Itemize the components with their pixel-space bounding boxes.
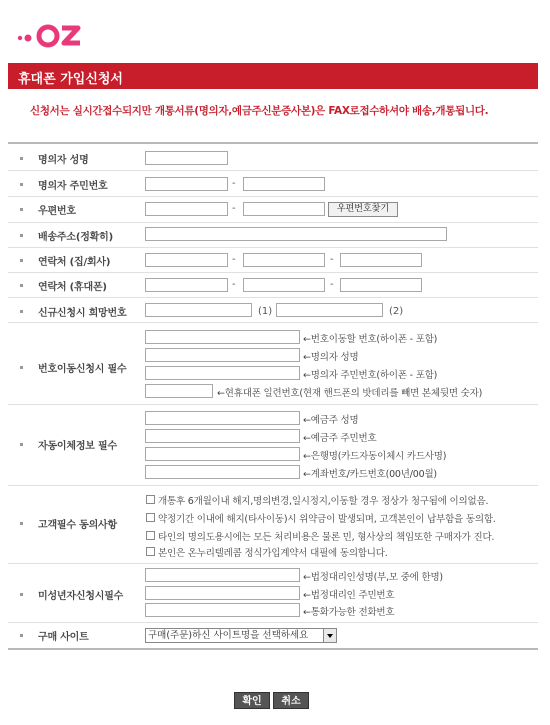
port-number-input[interactable] [145, 330, 300, 344]
form-title-bar [8, 63, 538, 89]
desired-number-1-input[interactable] [145, 303, 252, 317]
consent-checkbox[interactable] [146, 513, 155, 522]
address-input[interactable] [145, 227, 447, 241]
row-divider [8, 272, 538, 273]
ssn-front-input[interactable] [145, 177, 228, 191]
dash: - [232, 203, 236, 214]
autopay-hint: ←예금주 성명 [303, 415, 359, 426]
fax-notice: 신청서는 실시간접수되지만 개통서류(명의자,예금주신분증사본)은 FAX로접수하셔야 배송,개통됩니다. [30, 105, 489, 117]
consent-item: 본인은 온누리텔레콤 정식가입계약서 대필에 동의합니다. [158, 548, 388, 559]
label-port: 번호이동신청시 필수 [38, 364, 127, 375]
row-divider [8, 563, 538, 564]
autopay-hint: ←은행명(카드자동이체시 카드사명) [303, 451, 447, 462]
bullet-icon [20, 310, 23, 313]
row-divider [8, 485, 538, 486]
row-divider [8, 622, 538, 623]
bullet-icon [20, 234, 23, 237]
autopay-bank-input[interactable] [145, 447, 300, 461]
consent-checkbox[interactable] [146, 531, 155, 540]
row-divider [8, 196, 538, 197]
consent-checkbox[interactable] [146, 547, 155, 556]
autopay-holder-input[interactable] [145, 411, 300, 425]
port-name-input[interactable] [145, 348, 300, 362]
bullet-icon [20, 522, 23, 525]
site-select-value: 구매(주문)하신 사이트명을 선택하세요 [148, 630, 309, 641]
dash: - [330, 279, 334, 290]
site-select[interactable] [145, 628, 337, 643]
port-hint: ←현휴대폰 일련번호(현재 핸드폰의 밧데리를 빼면 본체뒷면 숫자) [217, 388, 483, 399]
dash: - [232, 279, 236, 290]
dash: - [330, 254, 334, 265]
minor-phone-input[interactable] [145, 603, 300, 617]
minor-hint: ←통화가능한 전화번호 [303, 607, 395, 618]
label-site: 구매 사이트 [38, 632, 89, 643]
consent-checkbox[interactable] [146, 495, 155, 504]
label-phone-mobile: 연락처 (휴대폰) [38, 282, 107, 293]
dash: - [232, 254, 236, 265]
label-phone-home: 연락처 (집/회사) [38, 257, 111, 268]
bullet-icon [20, 183, 23, 186]
bullet-icon [20, 259, 23, 262]
row-divider [8, 404, 538, 405]
minor-guardian-ssn-input[interactable] [145, 586, 300, 600]
desired-number-2-input[interactable] [276, 303, 383, 317]
bullet-icon [20, 208, 23, 211]
bullet-icon [20, 634, 23, 637]
row-divider [8, 247, 538, 248]
bullet-icon [20, 443, 23, 446]
label-address: 배송주소(정확히) [38, 232, 113, 243]
port-ssn-input[interactable] [145, 366, 300, 380]
form-bottom-divider [8, 648, 538, 650]
name-input[interactable] [145, 151, 228, 165]
zip-back-input[interactable] [243, 202, 325, 216]
label-consent: 고객필수 동의사항 [38, 520, 117, 531]
phone-mobile-3-input[interactable] [340, 278, 422, 292]
ok-button[interactable]: 확인 [234, 692, 270, 709]
port-hint: ←명의자 성명 [303, 352, 359, 363]
label-name: 명의자 성명 [38, 155, 89, 166]
label-autopay: 자동이체정보 필수 [38, 441, 117, 452]
phone-home-1-input[interactable] [145, 253, 228, 267]
row-divider [8, 322, 538, 323]
cancel-button[interactable]: 취소 [273, 692, 309, 709]
row-divider [8, 222, 538, 223]
port-serial-input[interactable] [145, 384, 213, 398]
consent-item: 타인의 명의도용시에는 모든 처리비용은 물론 민, 형사상의 책임또한 구매자가 진다. [158, 532, 495, 543]
consent-item: 약정기간 이내에 해지(타사이동)시 위약금이 발생되며, 고객본인이 납부함을 동의함. [158, 514, 496, 525]
dash: - [232, 178, 236, 189]
phone-home-3-input[interactable] [340, 253, 422, 267]
ssn-back-input[interactable] [243, 177, 325, 191]
zip-front-input[interactable] [145, 202, 228, 216]
oz-logo [16, 22, 96, 48]
phone-mobile-1-input[interactable] [145, 278, 228, 292]
minor-hint: ←법정대리인 주민번호 [303, 590, 395, 601]
desired-1-mark: (1) [258, 306, 273, 317]
bullet-icon [20, 366, 23, 369]
chevron-down-icon [323, 629, 336, 642]
row-divider [8, 170, 538, 171]
desired-2-mark: (2) [389, 306, 404, 317]
label-minor: 미성년자신청시필수 [38, 591, 124, 602]
port-hint: ←명의자 주민번호(하이폰 - 포함) [303, 370, 438, 381]
label-ssn: 명의자 주민번호 [38, 181, 108, 192]
autopay-hint: ←계좌번호/카드번호(00년/00월) [303, 469, 437, 480]
autopay-account-input[interactable] [145, 465, 300, 479]
page-title: 휴대폰 가입신청서 [18, 72, 123, 87]
bullet-icon [20, 284, 23, 287]
autopay-hint: ←예금주 주민번호 [303, 433, 377, 444]
label-zip: 우편번호 [38, 206, 76, 217]
minor-hint: ←법정대리인성명(부,모 중에 한명) [303, 572, 443, 583]
row-divider [8, 297, 538, 298]
form-top-divider [8, 142, 538, 144]
label-desired-number: 신규신청시 희망번호 [38, 308, 127, 319]
bullet-icon [20, 157, 23, 160]
autopay-ssn-input[interactable] [145, 429, 300, 443]
zip-search-button[interactable]: 우편번호찾기 [328, 202, 398, 217]
consent-item: 개통후 6개월이내 해지,명의변경,일시정지,이동할 경우 정상가 청구됨에 이의없음. [158, 496, 489, 507]
port-hint: ←번호이동할 번호(하이폰 - 포함) [303, 334, 438, 345]
phone-mobile-2-input[interactable] [243, 278, 325, 292]
bullet-icon [20, 593, 23, 596]
phone-home-2-input[interactable] [243, 253, 325, 267]
minor-guardian-name-input[interactable] [145, 568, 300, 582]
